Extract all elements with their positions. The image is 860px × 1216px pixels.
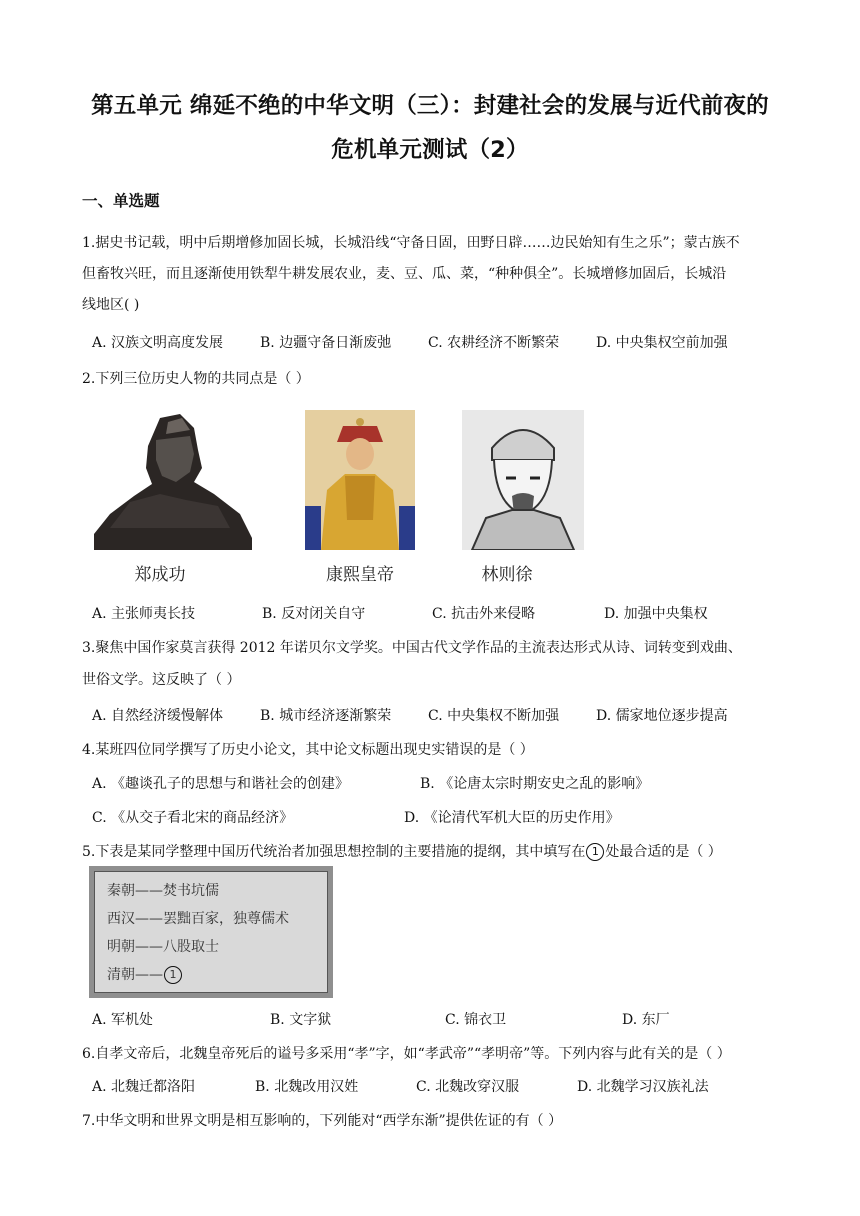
q6-option-d[interactable]: D. 北魏学习汉族礼法	[577, 1079, 709, 1095]
question-2-stem: 2.下列三位历史人物的共同点是（ ）	[82, 371, 310, 387]
section-heading: 一、单选题	[82, 192, 160, 210]
q4-option-b[interactable]: B. 《论唐太宗时期安史之乱的影响》	[420, 776, 650, 792]
q3-option-d[interactable]: D. 儒家地位逐步提高	[596, 708, 728, 724]
caption-lin-zexu: 林则徐	[481, 565, 533, 585]
question-7-stem: 7.中华文明和世界文明是相互影响的，下列能对“西学东渐”提供佐证的有（ ）	[82, 1113, 563, 1129]
page-title-line-2: 危机单元测试（2）	[331, 137, 529, 163]
question-4-stem: 4.某班四位同学撰写了历史小论文，其中论文标题出现史实错误的是（ ）	[82, 742, 534, 758]
outline-row-ming: 明朝——八股取士	[107, 939, 219, 955]
q5-option-b[interactable]: B. 文字狱	[270, 1012, 332, 1028]
q1-option-d[interactable]: D. 中央集权空前加强	[596, 335, 728, 351]
q5-option-c[interactable]: C. 锦衣卫	[445, 1012, 507, 1028]
outline-row-qin: 秦朝——焚书坑儒	[107, 883, 219, 899]
q3-option-a[interactable]: A. 自然经济缓慢解体	[92, 708, 224, 724]
q1-option-c[interactable]: C. 农耕经济不断繁荣	[428, 335, 560, 351]
kangxi-emperor-portrait	[305, 410, 415, 550]
q5-outline-photo	[89, 866, 333, 998]
q1-option-b[interactable]: B. 边疆守备日渐废弛	[260, 335, 392, 351]
q1-option-a[interactable]: A. 汉族文明高度发展	[92, 335, 224, 351]
outline-blank-marker: 1	[164, 966, 182, 984]
q4-option-d[interactable]: D. 《论清代军机大臣的历史作用》	[404, 810, 620, 826]
question-1-line-3: 线地区( )	[82, 297, 140, 313]
question-5-stem	[82, 841, 722, 861]
outline-row-qing-text: 清朝——	[107, 967, 163, 983]
q3-option-c[interactable]: C. 中央集权不断加强	[428, 708, 560, 724]
outline-row-xihan: 西汉——罢黜百家，独尊儒术	[107, 911, 289, 927]
question-5-stem-pre: 5.下表是某同学整理中国历代统治者加强思想控制的主要措施的提纲，其中填写在	[82, 844, 586, 860]
zheng-chenggong-portrait	[90, 410, 256, 550]
q6-option-a[interactable]: A. 北魏迁都洛阳	[92, 1079, 196, 1095]
q6-option-b[interactable]: B. 北魏改用汉姓	[255, 1079, 359, 1095]
question-3-line-1: 3.聚焦中国作家莫言获得 2012 年诺贝尔文学奖。中国古代文学作品的主流表达形式从诗、词转变到戏曲、	[82, 640, 742, 656]
question-5-stem-post: 处最合适的是（ ）	[605, 844, 722, 860]
page-title-line-1: 第五单元 绵延不绝的中华文明（三）：封建社会的发展与近代前夜的	[91, 93, 769, 119]
question-3-line-2: 世俗文学。这反映了（ ）	[82, 672, 241, 688]
q3-option-b[interactable]: B. 城市经济逐渐繁荣	[260, 708, 392, 724]
q4-option-c[interactable]: C. 《从交子看北宋的商品经济》	[92, 810, 294, 826]
circled-number-marker: 1	[586, 843, 604, 861]
q2-option-a[interactable]: A. 主张师夷长技	[92, 606, 196, 622]
q5-outline-card	[94, 871, 328, 993]
q2-option-b[interactable]: B. 反对闭关自守	[262, 606, 366, 622]
q4-option-a[interactable]: A. 《趣谈孔子的思想与和谐社会的创建》	[92, 776, 350, 792]
caption-kangxi-emperor: 康熙皇帝	[326, 565, 394, 585]
outline-row-qing	[107, 964, 183, 984]
q6-option-c[interactable]: C. 北魏改穿汉服	[416, 1079, 520, 1095]
q2-option-c[interactable]: C. 抗击外来侵略	[432, 606, 536, 622]
caption-zheng-chenggong: 郑成功	[134, 565, 186, 585]
q2-option-d[interactable]: D. 加强中央集权	[604, 606, 708, 622]
question-1-line-2: 但畜牧兴旺，而且逐渐使用铁犁牛耕发展农业，麦、豆、瓜、菜，“种种俱全”。长城增修加固后，长城沿	[82, 266, 727, 282]
lin-zexu-portrait	[462, 410, 584, 550]
q5-option-a[interactable]: A. 军机处	[92, 1012, 154, 1028]
question-1-line-1: 1.据史书记载，明中后期增修加固长城，长城沿线“守备日固，田野日辟……边民始知有生之乐”；蒙古族不	[82, 235, 740, 251]
question-6-stem: 6.自孝文帝后，北魏皇帝死后的谥号多采用“孝”字，如“孝武帝”“孝明帝”等。下列内容与此有关的是（ ）	[82, 1046, 731, 1062]
q5-option-d[interactable]: D. 东厂	[622, 1012, 670, 1028]
